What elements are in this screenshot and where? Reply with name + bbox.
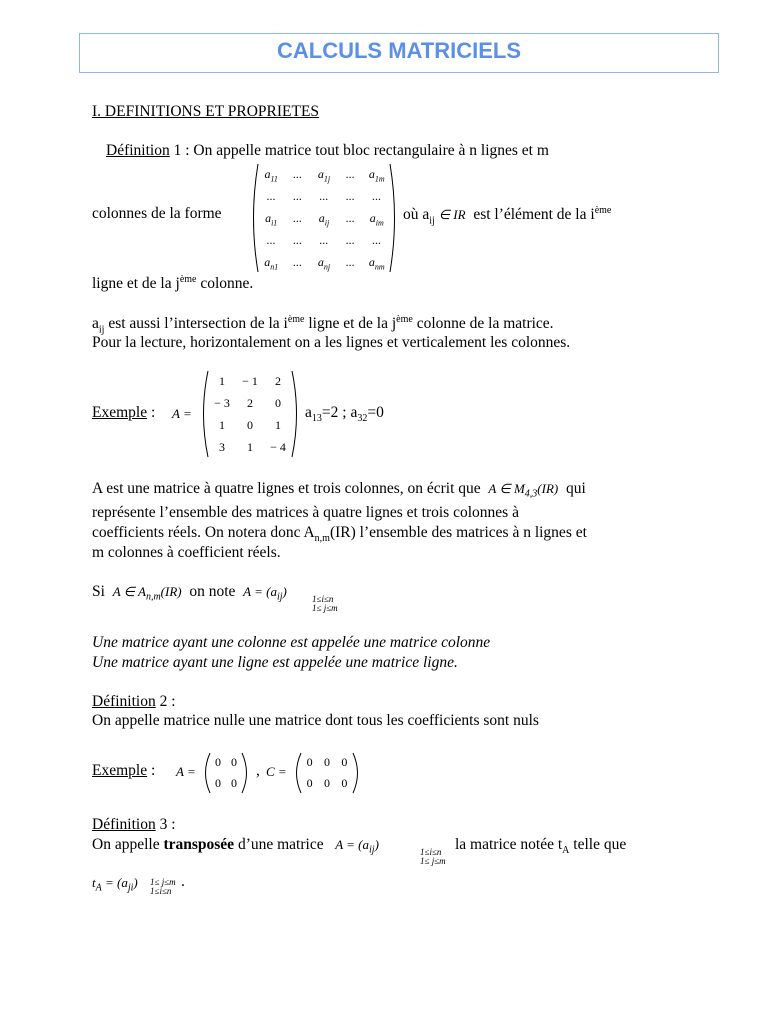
matrix-cell: − 3 xyxy=(214,395,230,410)
exemple2-lhs-a: A = xyxy=(176,764,196,779)
zero-matrix-c xyxy=(293,752,361,794)
transp-tsub: A xyxy=(95,882,102,894)
exemple1-colon: : xyxy=(147,404,156,421)
matrix-cell: ... xyxy=(345,232,355,247)
exemple2-label: Exemple xyxy=(92,762,148,779)
para-a-line3b: (IR) l’ensemble des matrices à n lignes et xyxy=(329,524,587,541)
colonne-text: colonne. xyxy=(196,275,254,293)
in-ir: ∈ IR xyxy=(438,207,466,223)
matrix-cell: 0 xyxy=(323,776,330,790)
right-paren xyxy=(353,753,358,793)
ligne-j: ligne et de la j xyxy=(92,275,180,293)
matrix-cell: 0 xyxy=(306,755,313,769)
def3-math xyxy=(335,837,379,856)
exemple1-label-line xyxy=(92,404,155,422)
matrix-cell: 2 xyxy=(247,395,253,410)
def3-text-b: d’une matrice xyxy=(234,836,324,853)
def2-text: On appelle matrice nulle une matrice dont tous les coefficients sont nuls xyxy=(92,712,539,729)
matrix-cell: $a_{nj}$ xyxy=(317,254,331,271)
matrix-cell: $a_{ij}$ xyxy=(318,210,330,227)
matrix-cell: ... xyxy=(293,232,303,247)
exemple2-label-line xyxy=(92,762,155,780)
exemple2-lhs-c: C = xyxy=(266,764,287,779)
transp-idx2: 1≤i≤n xyxy=(150,886,172,896)
para-a-line3a: coefficients réels. On notera donc A xyxy=(92,524,315,541)
transp-eqb: ) xyxy=(133,875,138,890)
def3-tsub: A xyxy=(562,845,570,857)
matrix-cell: ... xyxy=(319,188,329,203)
def3-label: Définition xyxy=(92,816,156,833)
eme-sup3: ème xyxy=(287,314,305,325)
transp-eq: = (a xyxy=(101,875,128,890)
def2-label: Définition xyxy=(92,693,156,710)
para-a-line1 xyxy=(92,480,586,500)
para-a-line2: représente l’ensemble des matrices à quatre lignes et trois colonnes à xyxy=(92,504,519,521)
matrix-cell: $a_{11}$ xyxy=(264,166,278,183)
a32-sub: 32 xyxy=(357,413,368,425)
matrix-cell: $a_{n1}$ xyxy=(264,254,279,271)
lecture-line: Pour la lecture, horizontalement on a les lignes et verticalement les colonnes. xyxy=(92,334,571,351)
matrix-cell: ... xyxy=(345,210,355,225)
eme2-sup: ème xyxy=(179,274,197,285)
exemple1-lhs: A = xyxy=(172,406,192,421)
si-math1 xyxy=(112,584,182,603)
element-text: est l’élément de la i xyxy=(473,206,595,224)
transp-eqsub: ji xyxy=(127,882,134,894)
matrix-cell: 3 xyxy=(219,439,225,454)
def1-label: Définition xyxy=(106,142,170,159)
eme-sup4: ème xyxy=(396,314,413,325)
para-a-line4: m colonnes à coefficient réels. xyxy=(92,544,281,561)
matrix-cell: ... xyxy=(293,166,303,181)
exemple2-comma: , xyxy=(256,762,260,779)
para-a-line3 xyxy=(92,524,587,544)
matrix-cell: ... xyxy=(293,210,303,225)
matrix-cell: ... xyxy=(372,232,382,247)
right-paren xyxy=(242,753,247,793)
matrix-cell: − 4 xyxy=(270,439,286,454)
inter-text1: est aussi l’intersection de la i xyxy=(108,315,288,333)
transp-idx1: 1≤ j≤m xyxy=(150,877,176,887)
para-a-line3-sub: n,m xyxy=(314,533,330,545)
matrix-cell: $a_{i1}$ xyxy=(265,210,278,227)
ij-sub2: ij xyxy=(98,324,105,336)
matrix-cell: ... xyxy=(266,232,276,247)
page-title: CALCULS MATRICIELS xyxy=(276,38,522,63)
section-heading: I. DEFINITIONS ET PROPRIETES xyxy=(92,103,320,120)
matrix-cell: ... xyxy=(372,188,382,203)
matrix-cell: $a_{nm}$ xyxy=(368,254,385,271)
matrix-cell: 1 xyxy=(247,439,253,454)
matrix-cell: − 1 xyxy=(242,373,258,388)
def1-text: 1 : On appelle matrice tout bloc rectangulaire à n lignes et m xyxy=(169,142,549,159)
matrix-cell: ... xyxy=(345,166,355,181)
a-letter: a xyxy=(92,315,99,333)
def3-text-c: la matrice notée t xyxy=(455,836,563,853)
def3-math-sub: ij xyxy=(369,844,375,856)
matrix-cell: 0 xyxy=(306,776,313,790)
matrix-cell: $a_{1m}$ xyxy=(368,166,385,183)
matrix-cell: 0 xyxy=(231,755,237,769)
si-idx1: 1≤i≤n xyxy=(312,594,334,604)
right-paren xyxy=(390,164,395,272)
zero-matrix-a xyxy=(202,752,250,794)
intersection-line xyxy=(92,314,554,335)
si-math1a: A ∈ A xyxy=(112,584,146,599)
matrix-cell: 0 xyxy=(323,755,330,769)
def2-num: 2 : xyxy=(155,693,176,710)
para-a-math1b: (IR) xyxy=(537,481,559,496)
def1-element-line xyxy=(403,205,611,226)
ij-sub: ij xyxy=(429,215,435,227)
para-a-math xyxy=(488,481,559,500)
matrix-cell: ... xyxy=(319,232,329,247)
para-a-qui: qui xyxy=(565,480,586,497)
exemple1-values xyxy=(305,404,384,424)
def3-math-b: ) xyxy=(374,837,379,852)
para-a-math1: A ∈ M xyxy=(488,481,525,496)
title-box xyxy=(79,33,719,73)
matrix-cell: 1 xyxy=(219,373,225,388)
ou-a: où a xyxy=(403,206,430,224)
transp-dot: . xyxy=(181,873,185,890)
matrix-cell: 0 xyxy=(341,776,348,790)
eme-sup: ème xyxy=(594,205,612,216)
si-idx2: 1≤ j≤m xyxy=(312,603,338,613)
def3-idx2: 1≤ j≤m xyxy=(420,856,446,866)
si-math1b: (IR) xyxy=(160,584,182,599)
matrix-cell: 0 xyxy=(275,395,281,410)
si-math1-sub: n,m xyxy=(145,591,161,603)
transp-formula xyxy=(92,875,138,894)
matrix-cell: ... xyxy=(293,254,303,269)
right-paren xyxy=(292,371,297,457)
matrix-cell: ... xyxy=(345,254,355,269)
si-math2-sub: ij xyxy=(276,591,283,603)
italic-line2: Une matrice ayant une ligne est appelée une matrice ligne. xyxy=(92,654,458,671)
def3-text-a: On appelle xyxy=(92,836,164,853)
def3-math-a: A = (a xyxy=(335,837,370,852)
def3-idx1: 1≤i≤n xyxy=(420,847,442,857)
a32-val: =0 xyxy=(367,404,384,421)
matrix-cell: 1 xyxy=(275,417,281,432)
matrix-cell: 0 xyxy=(247,417,253,432)
matrix-cell: $a_{1j}$ xyxy=(317,166,331,183)
matrix-cell: ... xyxy=(293,188,303,203)
matrix-cell: 0 xyxy=(341,755,348,769)
si-math2a: A = (a xyxy=(243,584,277,599)
def3-bold: transposée xyxy=(163,836,235,853)
matrix-cell: ... xyxy=(266,188,276,203)
transp-t: t xyxy=(92,875,96,890)
si-math2 xyxy=(243,584,287,603)
matrix-cell: 1 xyxy=(219,417,225,432)
matrix-cell: 0 xyxy=(215,776,221,790)
exemple1-label: Exemple xyxy=(92,404,148,421)
def3-text-d: telle que xyxy=(569,836,627,853)
example-matrix xyxy=(200,370,300,458)
a13: a xyxy=(305,404,312,421)
matrix-cell: 0 xyxy=(215,755,221,769)
def2-heading xyxy=(92,693,176,711)
def3-tail xyxy=(455,836,626,856)
inter-text3: colonne de la matrice. xyxy=(412,315,554,333)
matrix-cell: $a_{im}$ xyxy=(369,210,384,227)
si-on-note: on note xyxy=(189,583,236,600)
def3-heading xyxy=(92,816,176,834)
def1-forme: colonnes de la forme xyxy=(92,205,222,222)
para-a-text1: A est une matrice à quatre lignes et trois colonnes, on écrit que xyxy=(92,480,481,497)
inter-text2: ligne et de la j xyxy=(304,315,397,333)
def1-line1 xyxy=(106,142,549,160)
a13-val: =2 ; a xyxy=(321,404,358,421)
si-math2b: ) xyxy=(282,584,287,599)
exemple2-colon: : xyxy=(147,762,156,779)
para-a-math1-sub: 4,3 xyxy=(524,488,538,500)
def1-ligne xyxy=(92,274,253,293)
matrix-cell: 0 xyxy=(231,776,237,790)
a13-sub: 13 xyxy=(311,413,322,425)
def3-num: 3 : xyxy=(155,816,176,833)
def3-line xyxy=(92,836,379,856)
si-line xyxy=(92,583,287,603)
si-word: Si xyxy=(92,583,105,600)
matrix-cell: ... xyxy=(345,188,355,203)
matrix-cell: 2 xyxy=(275,373,281,388)
general-matrix xyxy=(250,163,398,273)
italic-line1: Une matrice ayant une colonne est appelée une matrice colonne xyxy=(92,634,491,651)
